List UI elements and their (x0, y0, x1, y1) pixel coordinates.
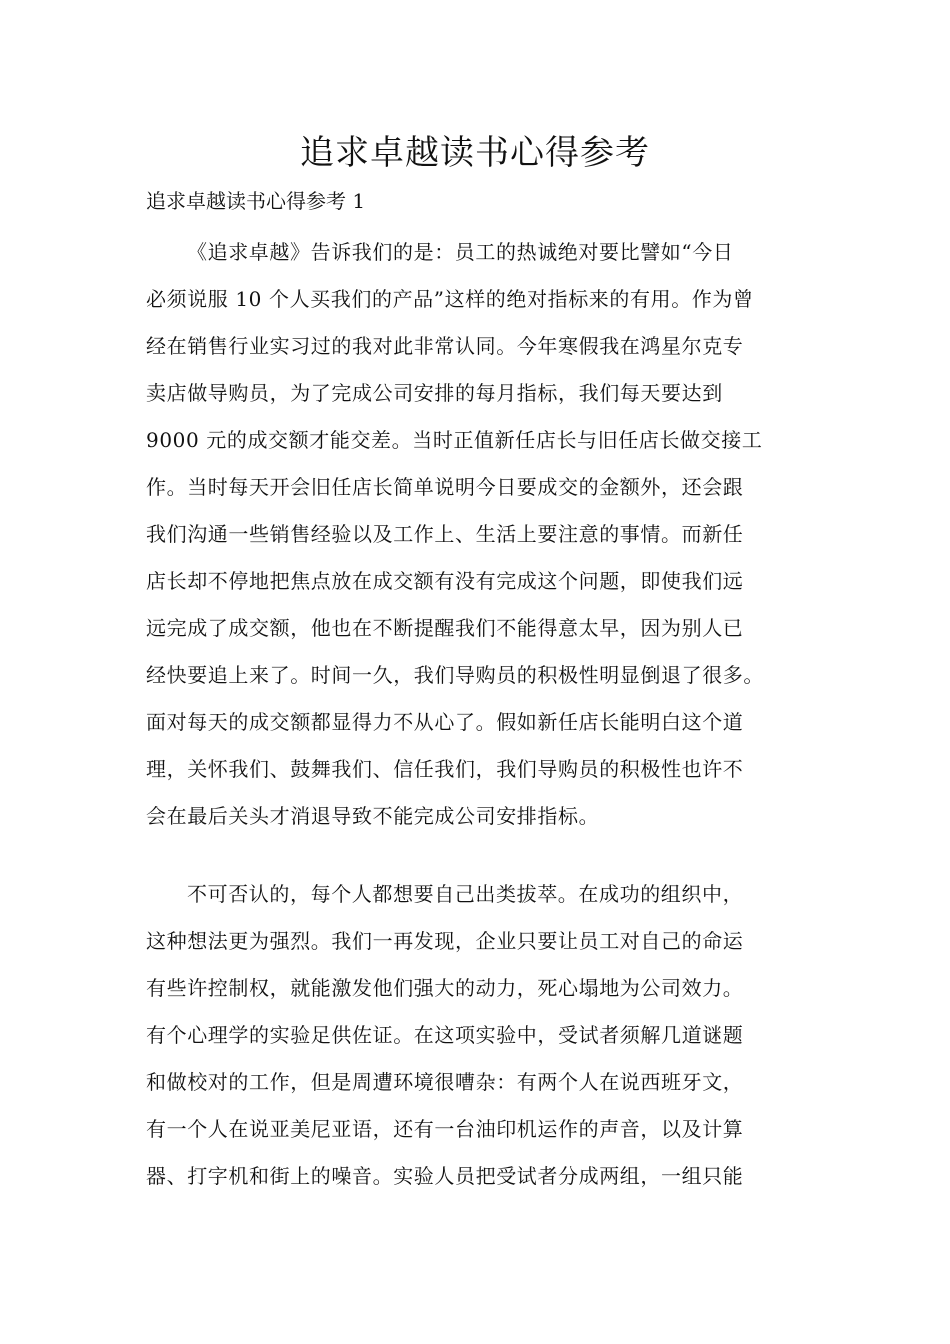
paragraph-line: 我们沟通一些销售经验以及工作上、生活上要注意的事情。而新任 (146, 522, 744, 546)
paragraph-line: 和做校对的工作，但是周遭环境很嘈杂：有两个人在说西班牙文， (146, 1070, 744, 1094)
paragraph-line: 《追求卓越》告诉我们的是：员工的热诚绝对要比譬如“今日 (187, 240, 734, 264)
paragraph-line: 面对每天的成交额都显得力不从心了。假如新任店长能明白这个道 (146, 710, 744, 734)
paragraph-line: 有些许控制权，就能激发他们强大的动力，死心塌地为公司效力。 (146, 976, 744, 1000)
paragraph-line: 这种想法更为强烈。我们一再发现，企业只要让员工对自己的命运 (146, 929, 744, 953)
document-title: 追求卓越读书心得参考 (300, 133, 650, 173)
paragraph-line: 有一个人在说亚美尼亚语，还有一台油印机运作的声音，以及计算 (146, 1117, 744, 1141)
paragraph-line: 作。当时每天开会旧任店长简单说明今日要成交的金额外，还会跟 (146, 475, 744, 499)
paragraph-line: 经在销售行业实习过的我对此非常认同。今年寒假我在鸿星尔克专 (146, 334, 744, 358)
paragraph-line: 店长却不停地把焦点放在成交额有没有完成这个问题，即使我们远 (146, 569, 744, 593)
paragraph-line: 理，关怀我们、鼓舞我们、信任我们，我们导购员的积极性也许不 (146, 757, 744, 781)
paragraph-line: 器、打字机和街上的噪音。实验人员把受试者分成两组，一组只能 (146, 1164, 744, 1188)
document-subtitle: 追求卓越读书心得参考 1 (146, 189, 366, 213)
paragraph-line: 经快要追上来了。时间一久，我们导购员的积极性明显倒退了很多。 (146, 663, 764, 687)
paragraph-line: 有个心理学的实验足供佐证。在这项实验中，受试者须解几道谜题 (146, 1023, 744, 1047)
paragraph-line: 9000 元的成交额才能交差。当时正值新任店长与旧任店长做交接工 (146, 428, 763, 452)
paragraph-line: 卖店做导购员，为了完成公司安排的每月指标，我们每天要达到 (146, 381, 723, 405)
paragraph-line: 会在最后关头才消退导致不能完成公司安排指标。 (146, 804, 600, 828)
paragraph-line: 不可否认的，每个人都想要自己出类拔萃。在成功的组织中， (187, 882, 744, 906)
paragraph-line: 必须说服 10 个人买我们的产品”这样的绝对指标来的有用。作为曾 (146, 287, 754, 311)
paragraph-line: 远完成了成交额，他也在不断提醒我们不能得意太早，因为别人已 (146, 616, 744, 640)
